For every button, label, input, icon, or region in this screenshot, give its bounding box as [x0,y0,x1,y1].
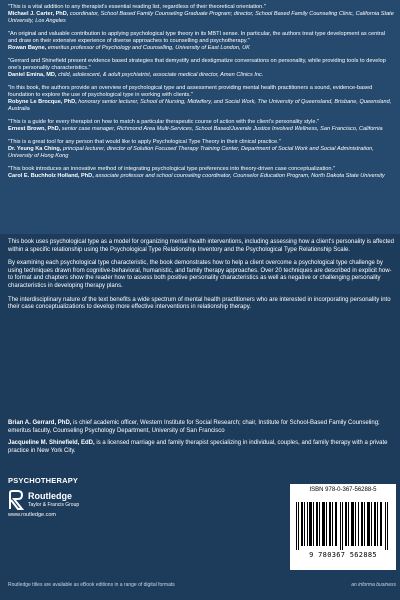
endorser-name: Dr. Yeung Ka Ching, [8,146,62,152]
endorsement-attribution [8,146,394,160]
endorser-name: Daniel Emina, MD, [8,72,57,78]
endorsements-panel [0,0,400,234]
publisher-group: Taylor & Francis Group [28,502,80,508]
endorsement-text: "An original and valuable contribution to applying psychological type theory in its MBTI sense. In particular, the authors treat type development as central and draw on their extensive experience of diverse approaches to counselling and psychotherapy." [8,31,385,44]
routledge-logo-icon [8,490,24,510]
endorsement-text: "This is a guide for every therapist on how to match a particular therapeutic course of action with the client's personality style." [8,119,319,125]
endorsement-attribution [8,99,394,113]
endorsement [8,139,394,160]
author-bio-text: is a licensed marriage and family therapist specializing in individual, couples, and family therapy with a private practice in New York City. [8,440,388,454]
author-bio [8,440,394,455]
endorsement [8,58,394,79]
author-bio-text: is chief academic officer, Western Institute for Social Research; chair, Institute for School-Based Family Counseling; emeritus faculty, Counseling Psychology Department, University of San Francisco [8,420,380,434]
endorsement [8,4,394,25]
author-bio [8,420,394,435]
endorsement-text: "This book introduces an innovative method of integrating psychological type preferences into theory-driven case conceptualization." [8,166,336,172]
endorsement-list [8,4,394,186]
endorsement [8,166,394,180]
endorser-name: Rowan Bayne, [8,45,47,51]
endorser-role: child, adolescent, & adult psychiatrist, associate medical director, Amen Clinics Inc. [58,72,264,78]
description-paragraph: This book uses psychological type as a model for organizing mental health interventions, including assessing how a client's personality is affected within a specific relationship using the Psychological Type Relationship Inventory and the Psychological Type Relationship Scale. [8,239,394,253]
book-description [8,239,394,318]
isbn-label: ISBN 978-0-367-56288-5 [309,487,377,493]
informa-imprint: an informa business [351,582,396,588]
endorser-name: Carol E. Buchholz Holland, PhD, [8,173,94,179]
endorsement [8,119,394,133]
endorser-role: principal lecturer, director of Solution Focused Therapy Training Center, Department of Social Work and Social Administration, University of Hong Kong [8,146,374,159]
endorsement-text: "Gerrard and Shinefield present evidence based strategies that demystify and destigmatize conversations on personality, while providing tools to develop one's personality characteristics." [8,58,386,71]
endorsement-attribution [8,126,394,133]
endorsement-text: "In this book, the authors provide an overview of psychological type and assessment providing mental health practitioners a sound, evidence-based foundation to explore the use of psychological type in working with clients." [8,85,373,98]
endorsement [8,31,394,52]
publisher-website: www.routledge.com [8,512,56,518]
endorser-name: Ernest Brown, PhD, [8,126,61,132]
publisher-name: Routledge [28,491,72,501]
author-name: Jacqueline M. Shinefield, EdD, [8,440,95,447]
description-paragraph: By examining each psychological type characteristic, the book demonstrates how to help a client overcome a psychological type challenge by using techniques drawn from cognitive-behavioral, humanistic, and family therapy approaches. Over 20 techniques are described in explicit how-to format and chapters show the reader how to assess both positive personality characteristics as well as negative or challenging personality characteristics in developing therapy plans. [8,260,392,289]
barcode-digits: 9 780367 562885 [309,551,377,559]
endorser-name: Michael J. Carter, PhD, [8,11,69,17]
description-paragraph: The interdisciplinary nature of the text benefits a wide spectrum of mental health practitioners who are interested in incorporating personality into their case conceptualizations to develop more effective interventions in relationship therapy. [8,296,391,311]
endorsement-text: "This is a vital addition to any therapist's essential reading list, regardless of their theoretical orientation." [8,4,266,10]
endorsement-attribution [8,72,394,79]
author-bios [8,420,394,460]
barcode-bars [296,502,390,550]
subject-category: PSYCHOTHERAPY [8,476,79,485]
endorsement-attribution [8,11,394,25]
author-name: Brian A. Gerrard, PhD, [8,420,72,426]
endorser-role: emeritus professor of Psychology and Counselling, University of East London, UK [47,45,250,51]
endorsement-attribution [8,45,394,52]
endorser-role: associate professor and school counseling coordinator, Counselor Education Program, North Dakota State University [95,173,385,179]
endorsement-attribution [8,173,394,180]
endorser-name: Robyne Le Brocque, PhD, [8,99,77,105]
isbn-barcode [290,484,396,570]
endorser-role: coordinator, School Based Family Counseling Graduate Program; director, School Based Family Counseling Clinic, California State University, Los Angeles [8,11,394,24]
endorser-role: senior case manager, Richmond Area Multi-Services, School Based/Juvenile Justice Involved Wellness, San Francisco, California [61,126,383,132]
endorser-role: honorary senior lecturer, School of Nursing, Midwifery, and Social Work, The University of Queensland, Brisbane, Queensland, Australia [8,99,392,112]
ebook-note: Routledge titles are available as eBook editions in a range of digital formats [8,582,175,588]
endorsement-text: "This is a great tool for any person that would like to apply Psychological Type Theory in their clinical practice." [8,139,281,145]
footer-bar [0,577,400,600]
endorsement [8,85,394,113]
